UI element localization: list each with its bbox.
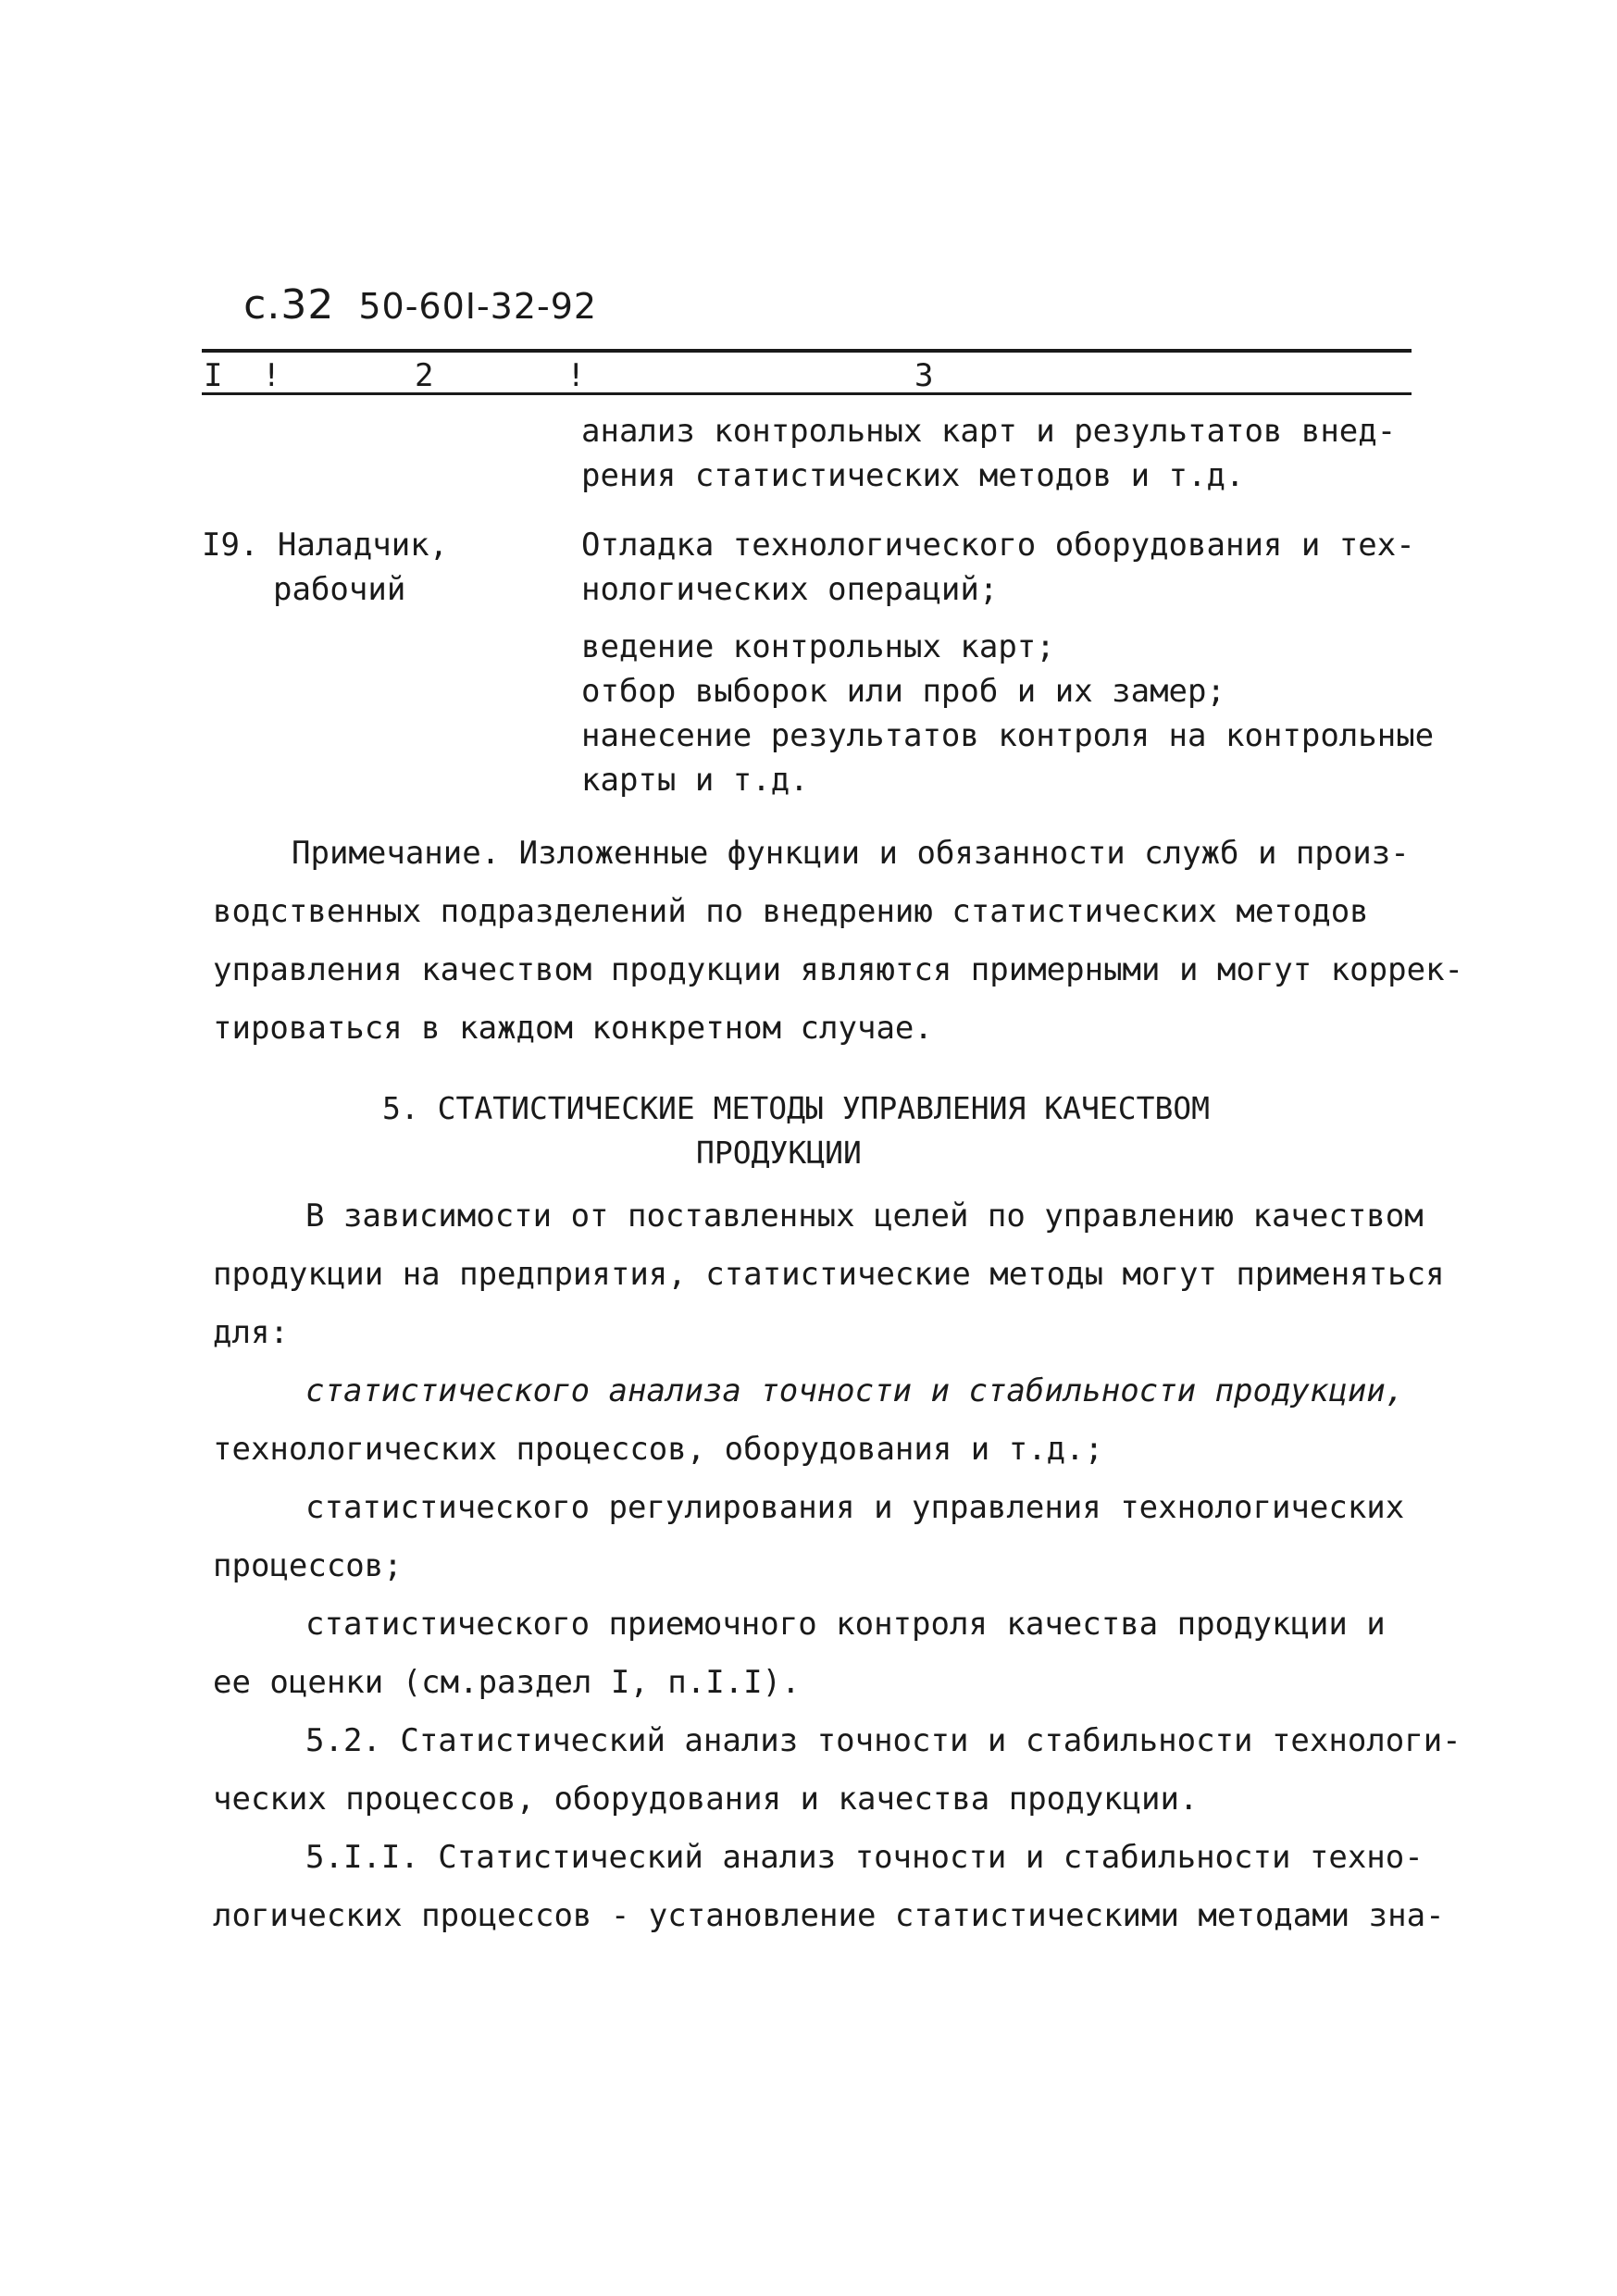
body-line: логических процессов - установление статистическими методами зна- xyxy=(213,1897,1445,1934)
body-line: 5.2. Статистический анализ точности и стабильности технологи- xyxy=(305,1722,1462,1759)
row-19-duty-line: Отладка технологического оборудования и тех- xyxy=(581,527,1415,564)
col-separator-1: ! xyxy=(262,357,281,394)
page-header xyxy=(197,239,597,329)
col-separator-2: ! xyxy=(566,357,586,394)
col-header-3: 3 xyxy=(914,357,934,394)
cell-line: анализ контрольных карт и результатов внед- xyxy=(581,413,1397,450)
body-line: В зависимости от поставленных целей по управлению качеством xyxy=(305,1198,1424,1235)
body-line: 5.I.I. Статистический анализ точности и стабильности техно- xyxy=(305,1839,1424,1876)
body-line: ее оценки (см.раздел I, п.I.I). xyxy=(213,1664,801,1701)
table-top-rule xyxy=(202,349,1412,353)
row-19-duty-line: отбор выборок или проб и их замер; xyxy=(581,673,1225,710)
row-19-duty-line: ведение контрольных карт; xyxy=(581,628,1055,665)
note-line: водственных подразделений по внедрению статистических методов xyxy=(213,893,1369,930)
row-19-role-line: рабочий xyxy=(273,571,406,608)
document-code: 50-60I-32-92 xyxy=(358,286,598,327)
row-19-duty-line: нанесение результатов контроля на контрольные xyxy=(581,717,1435,754)
col-header-1: I xyxy=(204,357,223,394)
table-header-rule xyxy=(202,392,1412,395)
body-line: статистического регулирования и управления технологических xyxy=(305,1489,1405,1526)
cell-line: рения статистических методов и т.д. xyxy=(581,457,1245,494)
section-heading-line-2: ПРОДУКЦИИ xyxy=(696,1135,862,1171)
body-line: для: xyxy=(213,1314,289,1351)
body-line: процессов; xyxy=(213,1547,403,1584)
row-19-duty-line: нологических операций; xyxy=(581,571,999,608)
body-line: статистического анализа точности и стабильности продукции, xyxy=(305,1372,1405,1409)
note-line: управления качеством продукции являются примерными и могут коррек- xyxy=(213,951,1464,988)
col-header-2: 2 xyxy=(415,357,434,394)
body-line: статистического приемочного контроля качества продукции и xyxy=(305,1606,1386,1643)
note-line: Примечание. Изложенные функции и обязанности служб и произ- xyxy=(292,835,1410,872)
row-19-role-line: I9. Наладчик, xyxy=(202,527,449,564)
note-line: тироваться в каждом конкретном случае. xyxy=(213,1010,933,1047)
row-19-duty-line: карты и т.д. xyxy=(581,762,809,799)
section-heading-line-1: 5. СТАТИСТИЧЕСКИЕ МЕТОДЫ УПРАВЛЕНИЯ КАЧЕСТВОМ xyxy=(382,1090,1211,1126)
body-line: ческих процессов, оборудования и качества продукции. xyxy=(213,1781,1199,1818)
body-line: продукции на предприятия, статистические методы могут применяться xyxy=(213,1256,1445,1293)
page-number: с.32 xyxy=(243,281,335,329)
body-line: технологических процессов, оборудования и т.д.; xyxy=(213,1431,1104,1468)
